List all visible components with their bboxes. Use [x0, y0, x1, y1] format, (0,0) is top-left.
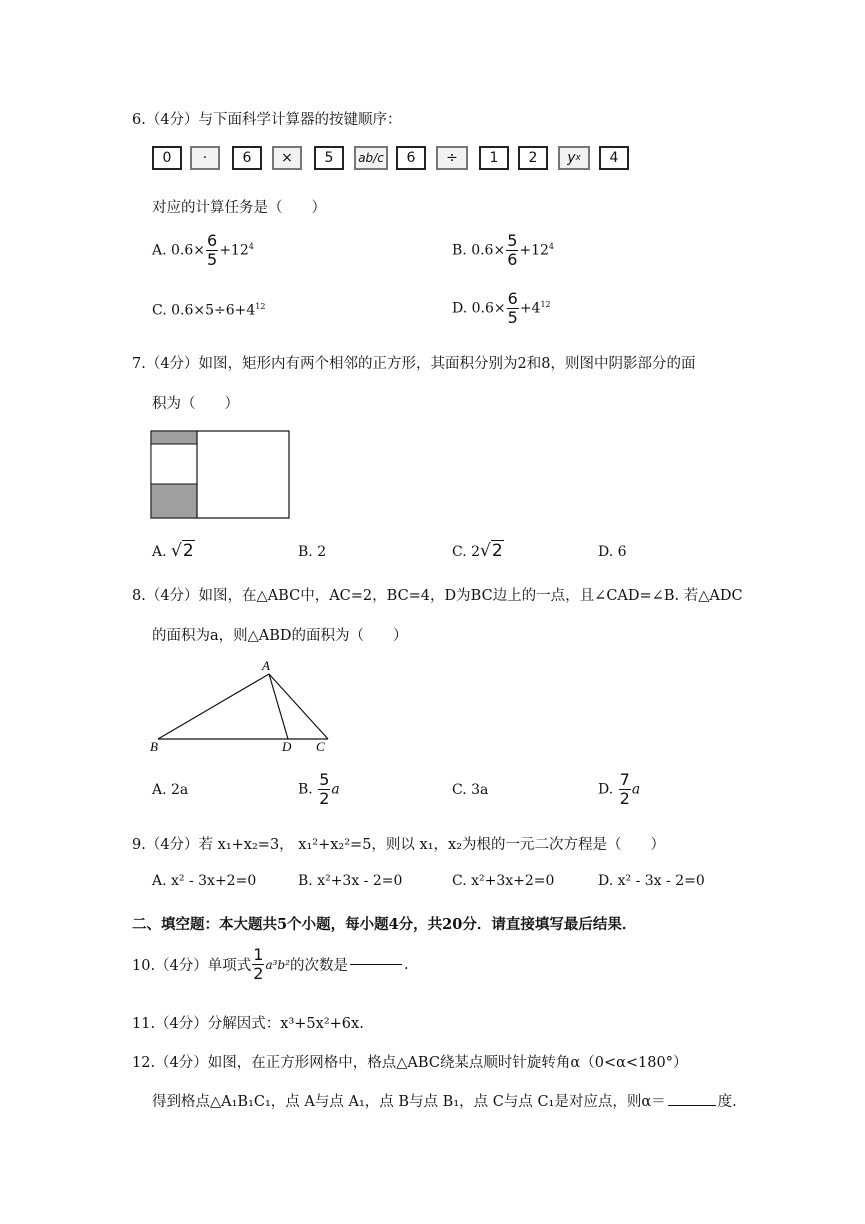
q8-option-d: D. $\frac{7}{2}$ a	[598, 770, 641, 808]
q6-option-a: A. 0.6× $\frac{6}{5}$ $+12^4$	[152, 231, 254, 269]
q7-stem-line1: 7.（4分）如图，矩形内有两个相邻的正方形，其面积分别为2和8，则图中阴影部分的面	[132, 356, 696, 372]
q10: 10.（4分）单项式 $\frac{1}{2}$ a³b² 的次数是 .	[132, 945, 409, 983]
label-b: B	[150, 739, 158, 754]
q9-stem: 9.（4分）若 x₁+x₂=3， x₁²+x₂²=5，则以 x₁，x₂为根的一元二次方程是（ ）	[132, 837, 666, 853]
segment-ab	[158, 674, 269, 739]
q7-option-d: D. 6	[598, 544, 627, 560]
section-2-heading: 二、填空题：本大题共5个小题，每小题4分，共20分．请直接填写最后结果．	[132, 916, 637, 933]
q7-option-b: B. 2	[298, 544, 327, 560]
q9-option-c: C. x²+3x+2=0	[452, 873, 555, 889]
key-divide: ÷	[436, 146, 468, 170]
key-2: 2	[518, 146, 548, 170]
label-a: A	[262, 658, 270, 673]
key-multiply: ×	[272, 146, 302, 170]
q8-option-c: C. 3a	[452, 782, 489, 798]
label-d: D	[282, 739, 292, 754]
key-5: 5	[314, 146, 344, 170]
q9-option-b: B. x²+3x - 2=0	[298, 873, 403, 889]
answer-blank	[350, 964, 402, 965]
segment-ac	[269, 674, 328, 739]
q8-option-a: A. 2a	[152, 782, 189, 798]
label-c: C	[316, 739, 325, 754]
q12-line2: 得到格点△A₁B₁C₁，点 A与点 A₁，点 B与点 B₁，点 C与点 C₁是对应点，则α＝ 度.	[152, 1094, 737, 1110]
q6-task: 对应的计算任务是（ ）	[152, 200, 326, 216]
q7-option-a: A. √2	[152, 541, 194, 561]
shaded-bottom	[151, 484, 197, 518]
q8-option-b: B. $\frac{5}{2}$ a	[298, 770, 340, 808]
q8-triangle-figure	[148, 656, 338, 756]
small-square-outline	[151, 444, 197, 484]
shaded-top	[151, 431, 197, 444]
key-decimal: ·	[190, 146, 220, 170]
key-fraction: ab/c	[354, 146, 388, 170]
key-0: 0	[152, 146, 182, 170]
key-6: 6	[232, 146, 262, 170]
q8-stem-line2: 的面积为a，则△ABD的面积为（ ）	[152, 628, 408, 644]
q12-line1: 12.（4分）如图，在正方形网格中，格点△ABC绕某点顺时针旋转角α（0<α<180°）	[132, 1055, 688, 1071]
q6-option-b: B. 0.6× $\frac{5}{6}$ $+12^4$	[452, 231, 555, 269]
key-6b: 6	[396, 146, 426, 170]
q9-option-d: D. x² - 3x - 2=0	[598, 873, 705, 889]
q6-stem: 6.（4分）与下面科学计算器的按键顺序：	[132, 112, 402, 128]
q7-stem-line2: 积为（ ）	[152, 396, 239, 412]
answer-blank-12	[668, 1105, 716, 1106]
q7-figure	[150, 430, 292, 522]
q9-option-a: A. x² - 3x+2=0	[152, 873, 257, 889]
q11: 11.（4分）分解因式：x³+5x²+6x.	[132, 1016, 364, 1032]
key-power: y x	[558, 146, 590, 170]
key-4: 4	[599, 146, 629, 170]
q6-option-d: D. 0.6× $\frac{6}{5}$ $+4^{12}$	[452, 289, 551, 327]
q7-option-c: C. 2√2	[452, 541, 503, 561]
q8-stem-line1: 8.（4分）如图，在△ABC中，AC=2，BC=4，D为BC边上的一点，且∠CAD=∠B. 若△ADC	[132, 588, 743, 604]
key-1: 1	[479, 146, 509, 170]
q6-option-c: C. $0.6\times 5\div 6+4^{12}$	[152, 302, 266, 319]
